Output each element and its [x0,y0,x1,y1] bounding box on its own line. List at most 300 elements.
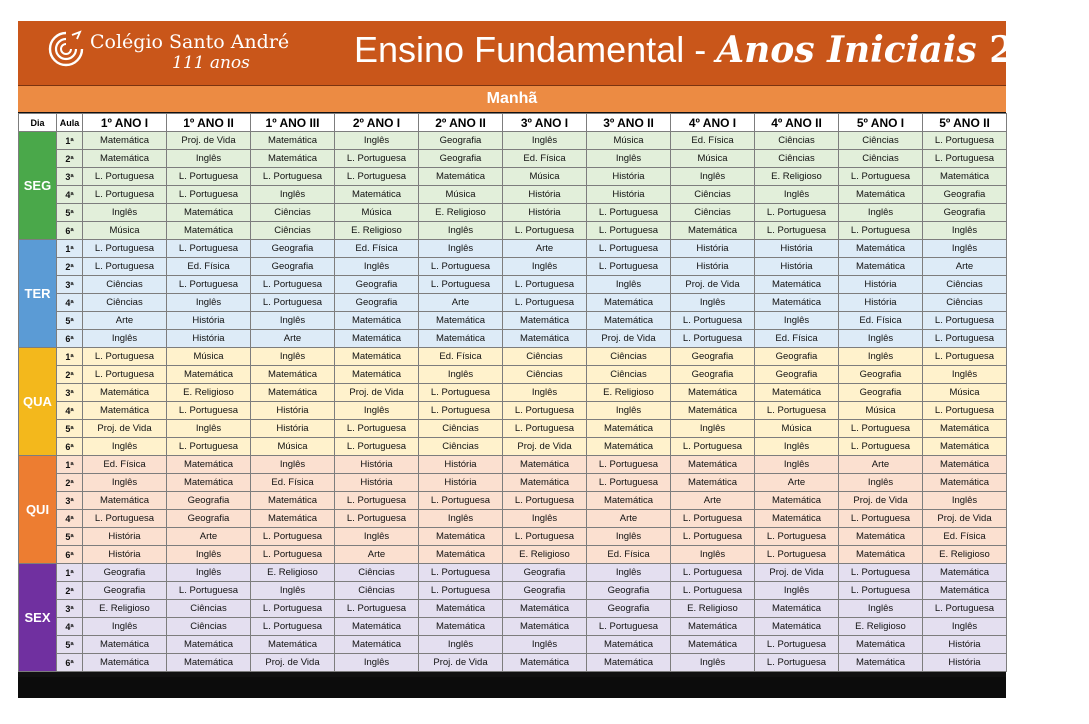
subject-cell: Ciências [587,366,671,384]
subject-cell: Ciências [755,132,839,150]
subject-cell: Matemática [167,456,251,474]
subject-cell: História [755,258,839,276]
subject-cell: Matemática [167,222,251,240]
subject-cell: L. Portuguesa [335,492,419,510]
title-main: Ensino Fundamental - [354,29,717,70]
subject-cell: Arte [839,456,923,474]
subject-cell: Ed. Física [587,546,671,564]
subject-cell: História [335,474,419,492]
subject-cell: L. Portuguesa [167,402,251,420]
subject-cell: Inglês [419,222,503,240]
lesson-number: 3ª [57,600,83,618]
subject-cell: Geografia [83,582,167,600]
subject-cell: Geografia [587,600,671,618]
swirl-logo-icon [46,29,86,69]
lesson-number: 3ª [57,492,83,510]
subject-cell: L. Portuguesa [839,168,923,186]
subject-cell: Ciências [335,564,419,582]
shift-label: Manhã [18,86,1006,112]
subject-cell: História [503,204,587,222]
subject-cell: Matemática [251,636,335,654]
subject-cell: Geografia [503,582,587,600]
subject-cell: Matemática [251,384,335,402]
subject-cell: Ciências [83,294,167,312]
table-row [19,492,1007,510]
column-header-class: 2º ANO I [335,114,419,132]
subject-cell: L. Portuguesa [755,222,839,240]
subject-cell: Inglês [251,312,335,330]
subject-cell: L. Portuguesa [923,150,1007,168]
subject-cell: Inglês [251,582,335,600]
subject-cell: Geografia [503,564,587,582]
subject-cell: Matemática [419,546,503,564]
lesson-number: 3ª [57,168,83,186]
lesson-number: 2ª [57,582,83,600]
subject-cell: Inglês [167,546,251,564]
subject-cell: Matemática [251,132,335,150]
subject-cell: Matemática [671,618,755,636]
subject-cell: Matemática [83,636,167,654]
subject-cell: Música [83,222,167,240]
subject-cell: Inglês [587,528,671,546]
lesson-number: 5ª [57,528,83,546]
subject-cell: L. Portuguesa [671,582,755,600]
subject-cell: L. Portuguesa [587,474,671,492]
subject-cell: Matemática [503,600,587,618]
subject-cell: Matemática [167,366,251,384]
column-header-class: 5º ANO II [923,114,1007,132]
subject-cell: Inglês [503,258,587,276]
subject-cell: Matemática [671,456,755,474]
subject-cell: Geografia [419,150,503,168]
subject-cell: Matemática [335,186,419,204]
subject-cell: Ed. Física [251,474,335,492]
subject-cell: L. Portuguesa [587,258,671,276]
subject-cell: Matemática [671,636,755,654]
subject-cell: L. Portuguesa [671,510,755,528]
column-header-day: Dia [19,114,57,132]
subject-cell: L. Portuguesa [83,258,167,276]
subject-cell: Inglês [83,618,167,636]
subject-cell: E. Religioso [755,168,839,186]
subject-cell: Geografia [167,492,251,510]
day-label: TER [19,240,57,348]
subject-cell: Matemática [755,510,839,528]
subject-cell: História [419,456,503,474]
subject-cell: Matemática [755,384,839,402]
table-row [19,384,1007,402]
subject-cell: Inglês [755,312,839,330]
title-accent: Anos Iniciais [716,29,977,71]
subject-cell: Inglês [503,636,587,654]
subject-cell: L. Portuguesa [167,276,251,294]
subject-cell: Geografia [755,348,839,366]
subject-cell: Inglês [503,384,587,402]
subject-cell: E. Religioso [503,546,587,564]
subject-cell: Proj. de Vida [671,276,755,294]
subject-cell: Ed. Física [923,528,1007,546]
subject-cell: L. Portuguesa [923,600,1007,618]
subject-cell: Música [167,348,251,366]
subject-cell: Matemática [503,312,587,330]
lesson-number: 5ª [57,420,83,438]
subject-cell: Ed. Física [335,240,419,258]
subject-cell: Matemática [335,330,419,348]
subject-cell: Ciências [839,132,923,150]
subject-cell: Música [839,402,923,420]
school-logo [46,27,290,79]
subject-cell: História [167,312,251,330]
subject-cell: L. Portuguesa [83,240,167,258]
subject-cell: L. Portuguesa [923,348,1007,366]
subject-cell: Arte [167,528,251,546]
subject-cell: Inglês [839,600,923,618]
subject-cell: L. Portuguesa [167,240,251,258]
subject-cell: L. Portuguesa [839,510,923,528]
subject-cell: Matemática [419,330,503,348]
table-row [19,654,1007,672]
subject-cell: Inglês [419,510,503,528]
lesson-number: 1ª [57,240,83,258]
subject-cell: Matemática [587,654,671,672]
subject-cell: Ed. Física [83,456,167,474]
subject-cell: L. Portuguesa [671,312,755,330]
subject-cell: Inglês [251,186,335,204]
subject-cell: Matemática [671,474,755,492]
page-title [354,27,1089,73]
subject-cell: Matemática [923,564,1007,582]
day-label: QUA [19,348,57,456]
subject-cell: Ciências [923,294,1007,312]
subject-cell: Matemática [923,168,1007,186]
subject-cell: Geografia [839,366,923,384]
subject-cell: Ciências [167,618,251,636]
lesson-number: 2ª [57,474,83,492]
subject-cell: Ciências [503,348,587,366]
subject-cell: Inglês [335,654,419,672]
subject-cell: L. Portuguesa [503,294,587,312]
table-row [19,510,1007,528]
lesson-number: 4ª [57,186,83,204]
subject-cell: L. Portuguesa [923,330,1007,348]
table-row [19,204,1007,222]
subject-cell: Matemática [587,294,671,312]
subject-cell: Proj. de Vida [419,654,503,672]
subject-cell: Ciências [671,186,755,204]
subject-cell: Inglês [419,366,503,384]
subject-cell: Geografia [335,294,419,312]
subject-cell: Inglês [335,528,419,546]
subject-cell: Inglês [419,636,503,654]
subject-cell: L. Portuguesa [587,618,671,636]
lesson-number: 1ª [57,456,83,474]
subject-cell: Matemática [671,384,755,402]
subject-cell: L. Portuguesa [251,276,335,294]
subject-cell: Inglês [839,348,923,366]
subject-cell: L. Portuguesa [167,186,251,204]
table-row [19,186,1007,204]
subject-cell: Arte [755,474,839,492]
lesson-number: 1ª [57,564,83,582]
subject-cell: Proj. de Vida [251,654,335,672]
subject-cell: Inglês [839,330,923,348]
subject-cell: Inglês [587,564,671,582]
subject-cell: L. Portuguesa [923,132,1007,150]
subject-cell: Geografia [671,366,755,384]
table-row [19,276,1007,294]
subject-cell: História [671,258,755,276]
lesson-number: 6ª [57,438,83,456]
subject-cell: Música [587,132,671,150]
subject-cell: L. Portuguesa [419,402,503,420]
subject-cell: L. Portuguesa [251,618,335,636]
subject-cell: Proj. de Vida [923,510,1007,528]
subject-cell: L. Portuguesa [419,258,503,276]
subject-cell: História [587,168,671,186]
subject-cell: História [167,330,251,348]
school-name: Colégio Santo André [90,31,290,53]
subject-cell: L. Portuguesa [83,366,167,384]
subject-cell: Ciências [923,276,1007,294]
subject-cell: Ciências [335,582,419,600]
subject-cell: Ciências [587,348,671,366]
subject-cell: Matemática [503,330,587,348]
subject-cell: Matemática [755,600,839,618]
lesson-number: 4ª [57,618,83,636]
table-row [19,240,1007,258]
subject-cell: L. Portuguesa [335,510,419,528]
column-header-class: 1º ANO II [167,114,251,132]
column-header-class: 4º ANO II [755,114,839,132]
subject-cell: Matemática [587,438,671,456]
subject-cell: E. Religioso [419,204,503,222]
subject-cell: L. Portuguesa [83,168,167,186]
lesson-number: 1ª [57,132,83,150]
subject-cell: Inglês [335,132,419,150]
subject-cell: Proj. de Vida [839,492,923,510]
subject-cell: Matemática [923,438,1007,456]
table-row [19,618,1007,636]
subject-cell: Ed. Física [755,330,839,348]
table-row [19,474,1007,492]
subject-cell: Matemática [251,150,335,168]
subject-cell: Inglês [671,654,755,672]
subject-cell: História [839,294,923,312]
subject-cell: Ciências [503,366,587,384]
subject-cell: Matemática [419,528,503,546]
subject-cell: Matemática [335,636,419,654]
lesson-number: 4ª [57,402,83,420]
subject-cell: L. Portuguesa [755,546,839,564]
table-row [19,168,1007,186]
subject-cell: História [83,546,167,564]
subject-cell: História [755,240,839,258]
subject-cell: História [251,420,335,438]
subject-cell: Inglês [83,438,167,456]
subject-cell: L. Portuguesa [839,582,923,600]
column-header-class: 4º ANO I [671,114,755,132]
subject-cell: História [671,240,755,258]
subject-cell: Matemática [167,636,251,654]
subject-cell: Matemática [923,582,1007,600]
subject-cell: L. Portuguesa [503,420,587,438]
lesson-number: 3ª [57,384,83,402]
subject-cell: Matemática [839,258,923,276]
footer-bar [18,677,1006,698]
subject-cell: Matemática [503,654,587,672]
subject-cell: Geografia [923,204,1007,222]
subject-cell: Matemática [839,546,923,564]
subject-cell: L. Portuguesa [419,492,503,510]
subject-cell: Inglês [755,582,839,600]
subject-cell: L. Portuguesa [335,168,419,186]
subject-cell: Matemática [503,456,587,474]
subject-cell: Inglês [419,240,503,258]
subject-cell: Ed. Física [419,348,503,366]
subject-cell: Matemática [419,600,503,618]
subject-cell: L. Portuguesa [587,222,671,240]
subject-cell: Matemática [335,618,419,636]
subject-cell: Geografia [83,564,167,582]
subject-cell: Matemática [671,222,755,240]
subject-cell: L. Portuguesa [251,294,335,312]
subject-cell: L. Portuguesa [83,510,167,528]
lesson-number: 5ª [57,204,83,222]
table-row [19,132,1007,150]
lesson-number: 6ª [57,222,83,240]
subject-cell: Inglês [587,402,671,420]
subject-cell: Geografia [251,240,335,258]
subject-cell: E. Religioso [923,546,1007,564]
subject-cell: Matemática [83,384,167,402]
subject-cell: Ciências [839,150,923,168]
subject-cell: L. Portuguesa [503,528,587,546]
school-anniversary: 111 anos [172,53,250,73]
subject-cell: L. Portuguesa [671,438,755,456]
subject-cell: Matemática [167,204,251,222]
subject-cell: L. Portuguesa [839,222,923,240]
subject-cell: L. Portuguesa [923,402,1007,420]
subject-cell: Inglês [83,204,167,222]
column-header-class: 2º ANO II [419,114,503,132]
table-row [19,456,1007,474]
subject-cell: História [419,474,503,492]
lesson-number: 3ª [57,276,83,294]
subject-cell: Inglês [167,564,251,582]
subject-cell: Ciências [251,204,335,222]
lesson-number: 4ª [57,510,83,528]
lesson-number: 6ª [57,330,83,348]
subject-cell: L. Portuguesa [167,168,251,186]
subject-cell: L. Portuguesa [251,546,335,564]
lesson-number: 5ª [57,312,83,330]
subject-cell: Inglês [671,420,755,438]
subject-cell: L. Portuguesa [167,582,251,600]
subject-cell: Matemática [419,168,503,186]
table-row [19,420,1007,438]
subject-cell: Matemática [587,636,671,654]
subject-cell: L. Portuguesa [503,402,587,420]
subject-cell: História [923,636,1007,654]
subject-cell: L. Portuguesa [335,600,419,618]
subject-cell: Inglês [923,618,1007,636]
table-row [19,366,1007,384]
lesson-number: 6ª [57,546,83,564]
subject-cell: L. Portuguesa [419,564,503,582]
subject-cell: Inglês [755,186,839,204]
subject-cell: L. Portuguesa [503,492,587,510]
subject-cell: L. Portuguesa [755,204,839,222]
subject-cell: L. Portuguesa [755,528,839,546]
subject-cell: Proj. de Vida [587,330,671,348]
subject-cell: L. Portuguesa [503,276,587,294]
table-row [19,600,1007,618]
subject-cell: L. Portuguesa [167,438,251,456]
schedule-sheet [18,21,1089,698]
subject-cell: Matemática [503,618,587,636]
subject-cell: Arte [671,492,755,510]
header-banner [18,21,1089,86]
subject-cell: L. Portuguesa [419,384,503,402]
subject-cell: Inglês [587,150,671,168]
subject-cell: Arte [83,312,167,330]
table-row [19,258,1007,276]
subject-cell: Inglês [167,420,251,438]
subject-cell: Geografia [335,276,419,294]
subject-cell: L. Portuguesa [839,420,923,438]
subject-cell: L. Portuguesa [335,420,419,438]
subject-cell: Matemática [503,474,587,492]
subject-cell: Matemática [839,654,923,672]
subject-cell: Música [923,384,1007,402]
subject-cell: Ciências [83,276,167,294]
subject-cell: Inglês [167,150,251,168]
subject-cell: Inglês [167,294,251,312]
subject-cell: Inglês [755,438,839,456]
subject-cell: Música [755,420,839,438]
subject-cell: Arte [251,330,335,348]
subject-cell: L. Portuguesa [251,600,335,618]
subject-cell: Ciências [251,222,335,240]
lesson-number: 2ª [57,366,83,384]
subject-cell: Inglês [335,402,419,420]
subject-cell: Inglês [671,294,755,312]
subject-cell: L. Portuguesa [755,636,839,654]
subject-cell: Inglês [923,492,1007,510]
subject-cell: Ciências [419,438,503,456]
table-row [19,294,1007,312]
table-row [19,582,1007,600]
subject-cell: Inglês [923,240,1007,258]
title-year: 2025 [976,29,1089,71]
header-row [19,114,1007,132]
subject-cell: Música [335,204,419,222]
subject-cell: Geografia [671,348,755,366]
subject-cell: Música [419,186,503,204]
subject-cell: Matemática [755,294,839,312]
subject-cell: Matemática [923,474,1007,492]
subject-cell: História [83,528,167,546]
column-header-class: 1º ANO I [83,114,167,132]
column-header-class: 1º ANO III [251,114,335,132]
subject-cell: Inglês [671,546,755,564]
subject-cell: Ed. Física [167,258,251,276]
subject-cell: Geografia [839,384,923,402]
subject-cell: Matemática [587,492,671,510]
subject-cell: Ciências [419,420,503,438]
lesson-number: 4ª [57,294,83,312]
subject-cell: Inglês [503,510,587,528]
